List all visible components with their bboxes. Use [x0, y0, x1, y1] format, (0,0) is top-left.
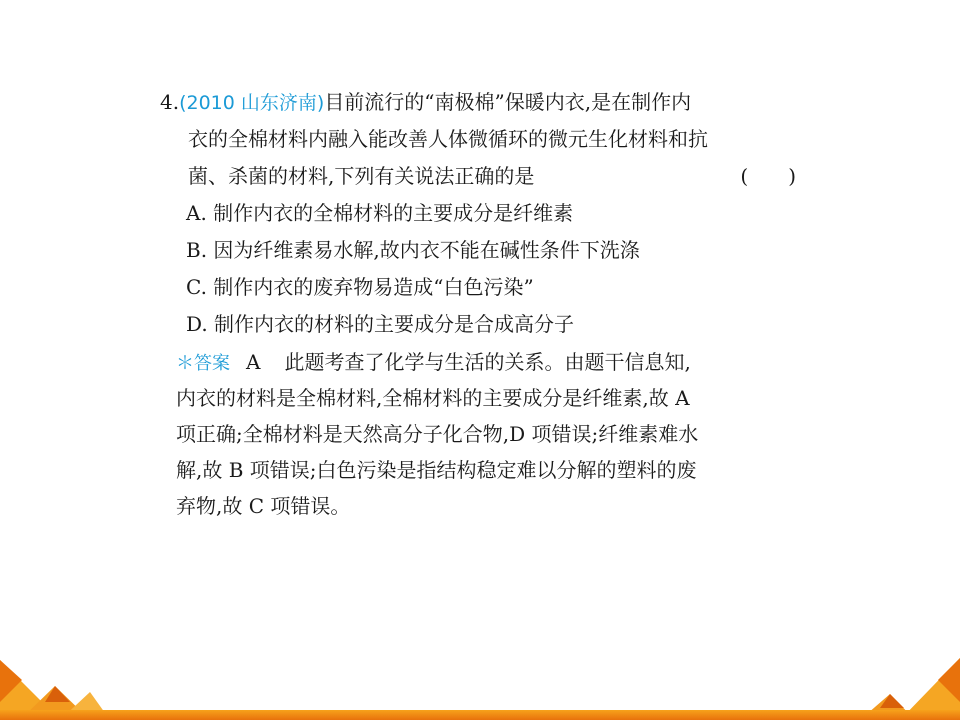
option-b: B. 因为纤维素易水解,故内衣不能在碱性条件下洗涤 — [186, 238, 640, 262]
option-a: A. 制作内衣的全棉材料的主要成分是纤维素 — [186, 201, 574, 225]
question-stem-text-3: 菌、杀菌的材料,下列有关说法正确的是 — [188, 164, 535, 188]
question-stem-line-3 — [160, 158, 810, 195]
answer-line-1 — [176, 344, 796, 380]
question-source: (2010 山东济南) — [179, 92, 325, 114]
answer-blank: ( ) — [740, 164, 796, 188]
answer-block — [176, 344, 796, 524]
answer-line-2: 内衣的材料是全棉材料,全棉材料的主要成分是纤维素,故 A — [176, 386, 690, 410]
answer-tag: ＊答案 — [176, 353, 230, 374]
question-stem-line-1 — [160, 84, 810, 121]
answer-text-1: 此题考查了化学与生活的关系。由题干信息知, — [284, 350, 691, 374]
answer-line-5: 弃物,故 C 项错误。 — [176, 494, 351, 518]
question-stem-line-2: 衣的全棉材料内融入能改善人体微循环的微元生化材料和抗 — [188, 127, 708, 151]
answer-letter: A — [246, 350, 261, 374]
footer-bar — [0, 710, 960, 720]
question-stem-text-1: 目前流行的“南极棉”保暖内衣,是在制作内 — [324, 90, 692, 114]
answer-line-3: 项正确;全棉材料是天然高分子化合物,D 项错误;纤维素难水 — [176, 422, 699, 446]
option-d: D. 制作内衣的材料的主要成分是合成高分子 — [186, 312, 575, 336]
answer-line-4: 解,故 B 项错误;白色污染是指结构稳定难以分解的塑料的废 — [176, 458, 697, 482]
option-c: C. 制作内衣的废弃物易造成“白色污染” — [186, 275, 534, 299]
question-number: 4. — [160, 90, 180, 114]
question-block — [160, 84, 810, 343]
